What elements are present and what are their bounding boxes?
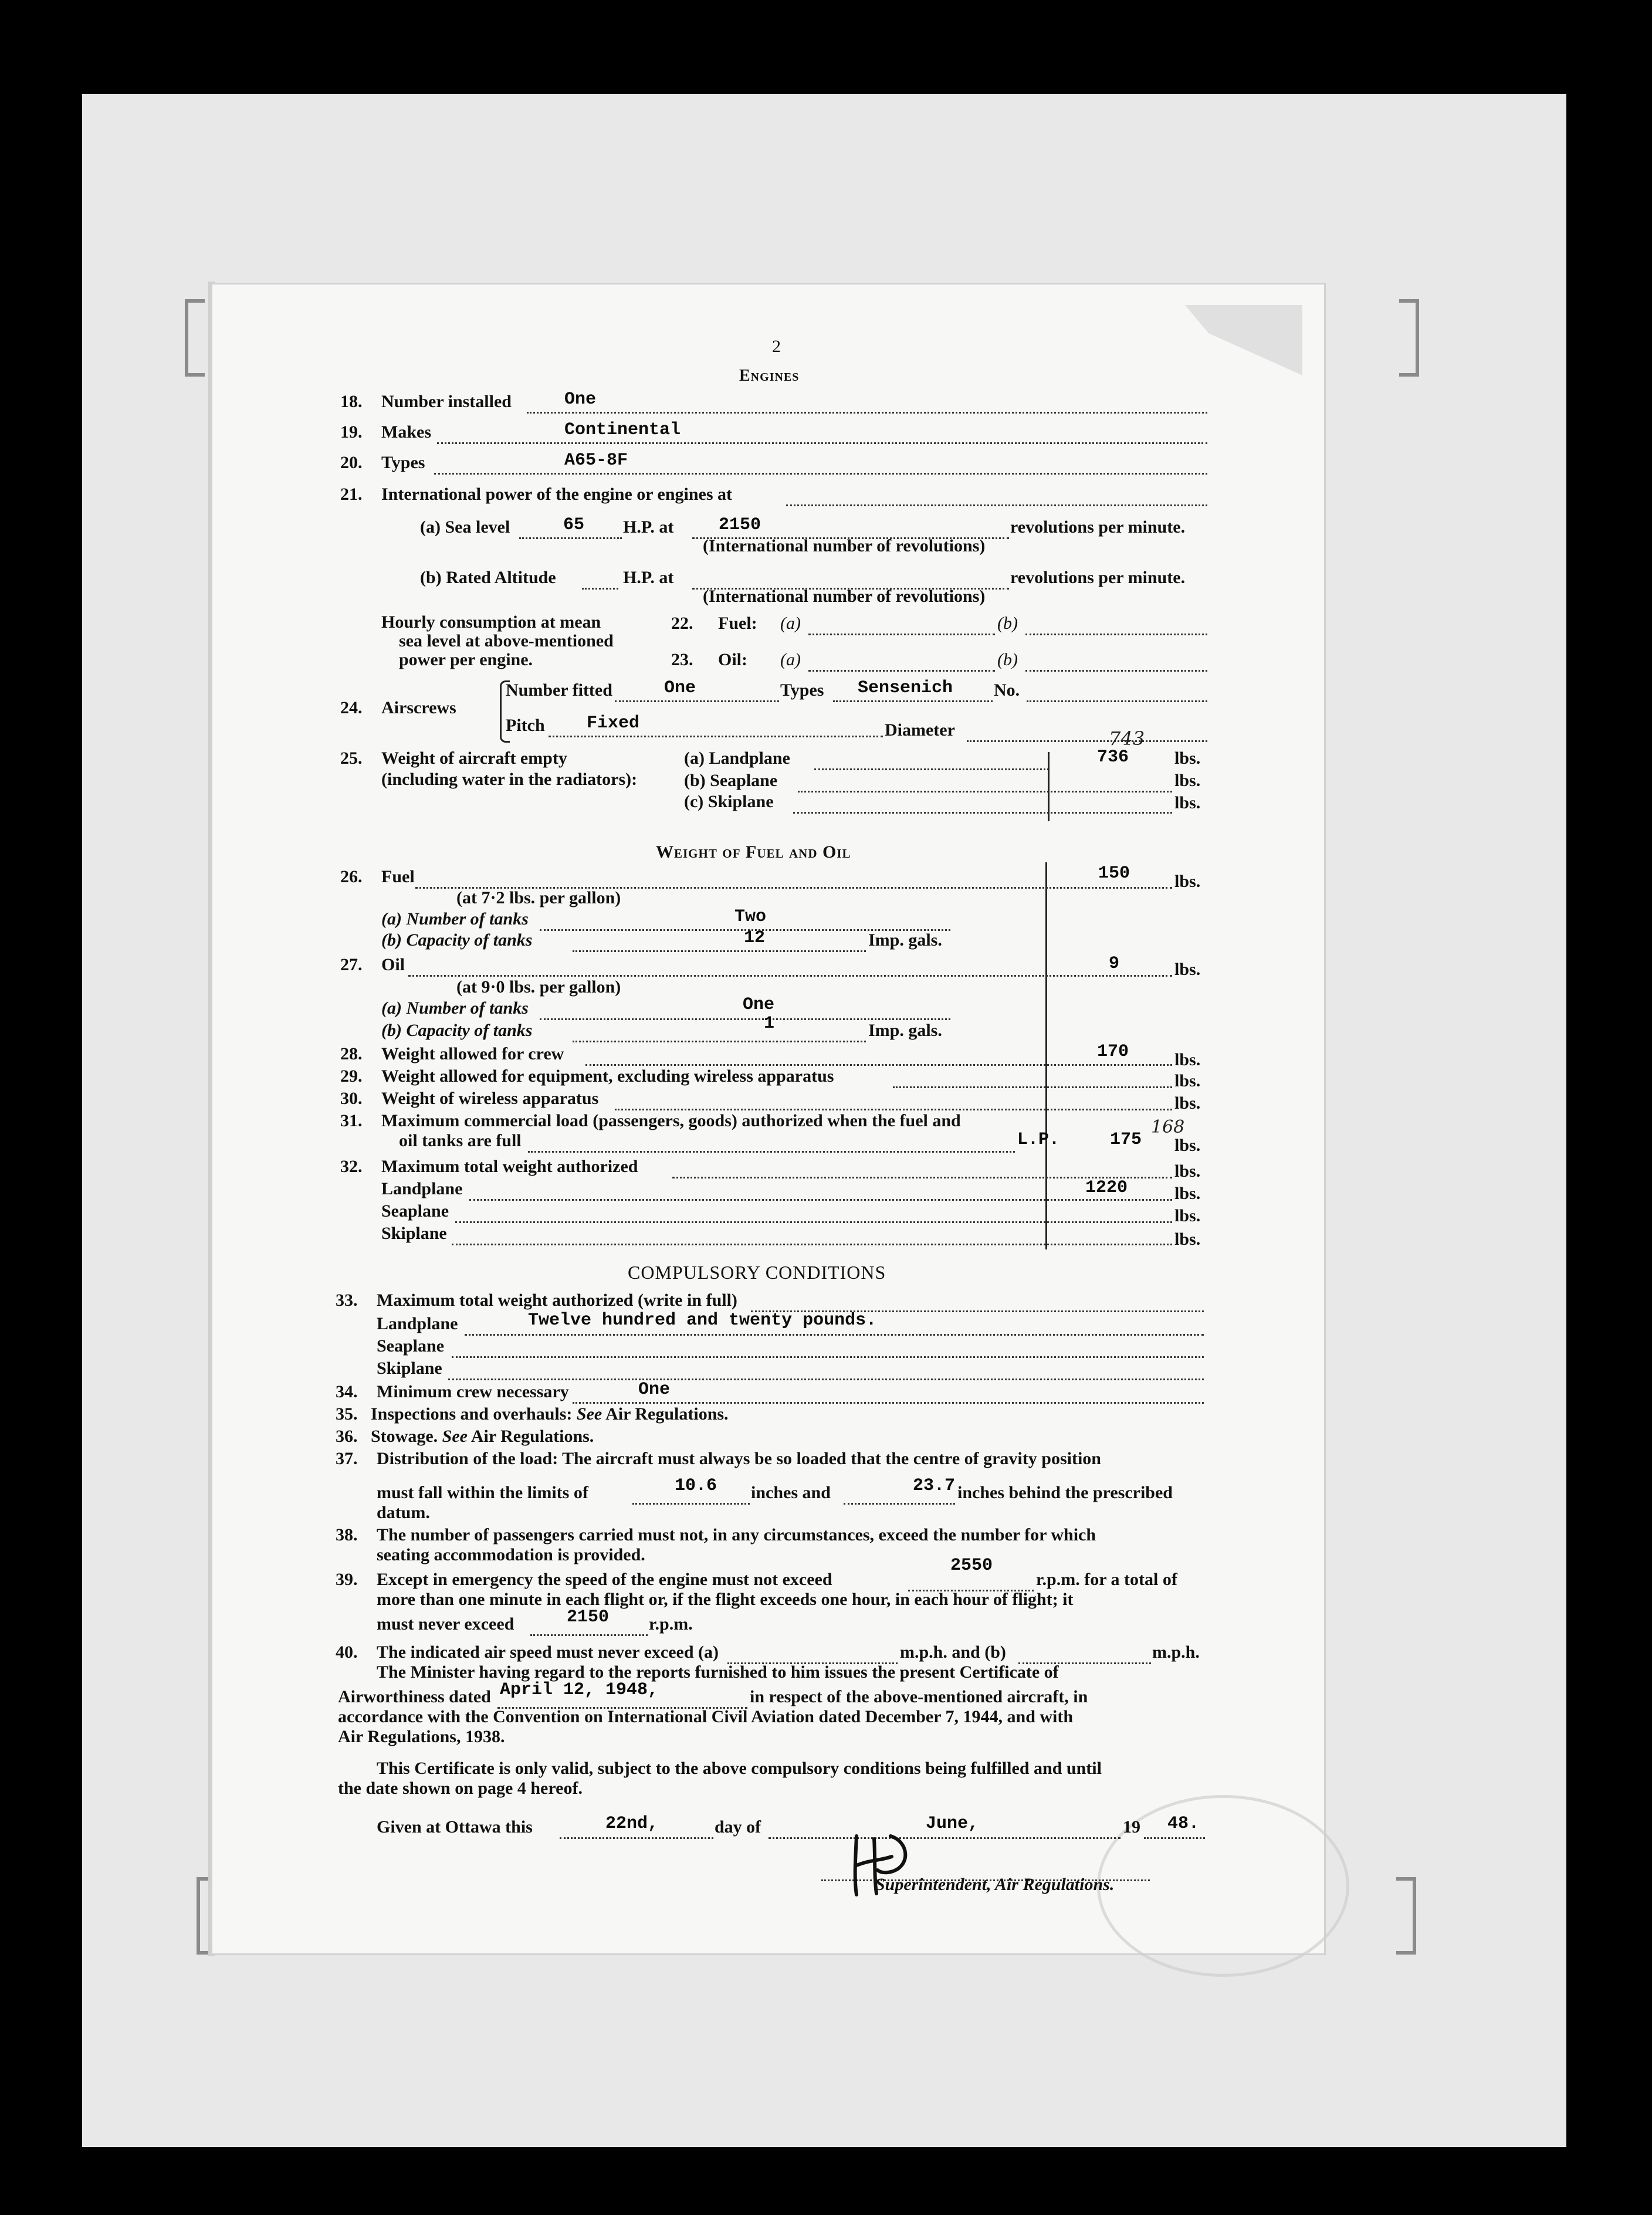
load-distribution-text: inches and bbox=[751, 1483, 831, 1502]
item-number: 24. bbox=[340, 698, 363, 717]
item-number: 20. bbox=[340, 453, 363, 472]
fuel-weight-value: 150 bbox=[1098, 863, 1130, 883]
types-label: Types bbox=[381, 453, 425, 472]
makes-value: Continental bbox=[564, 420, 681, 440]
fill-line bbox=[452, 1336, 1204, 1358]
fuel-label: Fuel bbox=[381, 867, 415, 886]
unit-lbs: lbs. bbox=[1174, 771, 1201, 790]
max-weight-label: Maximum total weight authorized bbox=[381, 1157, 638, 1176]
skiplane-label: Skiplane bbox=[377, 1359, 442, 1378]
landplane-label: Landplane bbox=[381, 1179, 463, 1198]
minister-statement: Air Regulations, 1938. bbox=[338, 1727, 505, 1746]
rated-altitude-label: (b) Rated Altitude bbox=[420, 568, 556, 587]
commercial-load-label: Maximum commercial load (passengers, goods) authorized when the fuel and bbox=[381, 1111, 961, 1130]
weight-in-full-label: Maximum total weight authorized (write in full) bbox=[377, 1291, 737, 1310]
item-number: 22. bbox=[671, 614, 693, 633]
fill-line bbox=[893, 1066, 1172, 1088]
minister-statement: Airworthiness dated bbox=[338, 1687, 491, 1706]
validity-statement: This Certificate is only valid, subject to the above compulsory conditions being fulfilled and until bbox=[377, 1759, 1102, 1778]
unit-lbs: lbs. bbox=[1174, 1230, 1201, 1249]
hourly-consumption-label: Hourly consumption at mean bbox=[381, 612, 601, 632]
fill-line bbox=[727, 1642, 898, 1664]
crew-weight-label: Weight allowed for crew bbox=[381, 1044, 564, 1064]
fill-line bbox=[1027, 680, 1207, 702]
imp-gals-label: Imp. gals. bbox=[868, 930, 942, 950]
given-at-label: Given at Ottawa this bbox=[377, 1817, 533, 1837]
number-fitted-label: Number fitted bbox=[506, 680, 612, 700]
column-rule bbox=[1048, 752, 1050, 821]
see-italic: See bbox=[576, 1404, 602, 1424]
item-number: 21. bbox=[340, 485, 363, 504]
seaplane-label: (b) Seaplane bbox=[684, 771, 778, 790]
item-number: 33. bbox=[336, 1291, 358, 1310]
landplane-label: (a) Landplane bbox=[684, 749, 790, 768]
landplane-max-weight-value: 1220 bbox=[1085, 1178, 1128, 1198]
fill-line bbox=[967, 720, 1207, 742]
crew-weight-value: 170 bbox=[1097, 1042, 1129, 1062]
minimum-crew-value: One bbox=[638, 1380, 671, 1400]
fuel-capacity-value: 12 bbox=[744, 928, 766, 948]
fill-line bbox=[808, 650, 995, 672]
item-number: 38. bbox=[336, 1525, 358, 1545]
fill-line bbox=[452, 1224, 1172, 1245]
load-distribution-text: must fall within the limits of bbox=[377, 1483, 588, 1502]
superintendent-title: Superintendent, Air Regulations. bbox=[875, 1875, 1115, 1894]
types-value: A65-8F bbox=[564, 451, 628, 470]
fill-line bbox=[585, 1044, 1172, 1066]
scan-bracket bbox=[185, 299, 205, 377]
airscrew-types-label: Types bbox=[780, 680, 824, 700]
air-speed-text: m.p.h. bbox=[1152, 1642, 1200, 1662]
option-b-label: (b) bbox=[997, 650, 1018, 669]
item-number: 19. bbox=[340, 422, 363, 442]
engine-speed-text: Except in emergency the speed of the engine must not exceed bbox=[377, 1570, 832, 1589]
hourly-consumption-label: power per engine. bbox=[399, 650, 533, 669]
fill-line bbox=[793, 792, 1172, 814]
international-revolutions-note: (International number of revolutions) bbox=[703, 536, 986, 556]
issue-month-value: June, bbox=[926, 1814, 979, 1834]
day-of-label: day of bbox=[715, 1817, 761, 1837]
year-prefix: 19 bbox=[1123, 1817, 1140, 1837]
unit-lbs: lbs. bbox=[1174, 960, 1201, 979]
oil-capacity-label: (b) Capacity of tanks bbox=[381, 1021, 533, 1040]
minister-statement: in respect of the above-mentioned aircraft, in bbox=[750, 1687, 1088, 1706]
cg-aft-limit-value: 23.7 bbox=[913, 1476, 956, 1496]
scan-bracket bbox=[1399, 299, 1419, 377]
fill-line bbox=[469, 1179, 1172, 1201]
unit-lbs: lbs. bbox=[1174, 1184, 1201, 1203]
minister-statement: accordance with the Convention on International Civil Aviation dated December 7, 1944, and with bbox=[338, 1707, 1074, 1726]
number-installed-label: Number installed bbox=[381, 392, 512, 411]
engines-heading: Engines bbox=[739, 367, 800, 385]
pitch-label: Pitch bbox=[506, 716, 545, 735]
unit-lbs: lbs. bbox=[1174, 1071, 1201, 1090]
number-fitted-value: One bbox=[664, 678, 696, 698]
cg-forward-limit-value: 10.6 bbox=[675, 1476, 717, 1496]
fill-line bbox=[528, 1131, 1015, 1153]
airscrew-types-value: Sensenich bbox=[858, 678, 953, 698]
international-revolutions-note: (International number of revolutions) bbox=[703, 587, 986, 606]
airscrews-label: Airscrews bbox=[381, 698, 456, 717]
unit-lbs: lbs. bbox=[1174, 793, 1201, 812]
hourly-consumption-label: sea level at above-mentioned bbox=[399, 631, 614, 651]
passenger-limit-text: seating accommodation is provided. bbox=[377, 1545, 645, 1564]
unit-lbs: lbs. bbox=[1174, 1161, 1201, 1181]
inspections-line bbox=[336, 1404, 729, 1424]
minimum-crew-label: Minimum crew necessary bbox=[377, 1382, 569, 1401]
load-distribution-text: inches behind the prescribed bbox=[957, 1483, 1173, 1502]
fill-line bbox=[448, 1359, 1204, 1380]
fill-line bbox=[798, 771, 1172, 792]
fill-line bbox=[573, 930, 866, 952]
unit-lbs: lbs. bbox=[1174, 1206, 1201, 1225]
weight-empty-label: Weight of aircraft empty bbox=[381, 749, 567, 768]
fill-line bbox=[808, 614, 995, 635]
rpm-label: revolutions per minute. bbox=[1010, 568, 1186, 587]
fill-line bbox=[582, 568, 618, 590]
option-a-label: (a) bbox=[780, 650, 801, 669]
oil-capacity-value: 1 bbox=[764, 1014, 775, 1034]
oil-label: Oil bbox=[381, 955, 405, 974]
item-number: 28. bbox=[340, 1044, 363, 1064]
item-number: 31. bbox=[340, 1111, 363, 1130]
unit-lbs: lbs. bbox=[1174, 872, 1201, 891]
international-power-label: International power of the engine or engines at bbox=[381, 485, 733, 504]
fill-line bbox=[573, 1021, 866, 1042]
item-number: 25. bbox=[340, 749, 363, 768]
diameter-label: Diameter bbox=[885, 720, 955, 740]
unit-lbs: lbs. bbox=[1174, 1136, 1201, 1155]
item-number: 40. bbox=[336, 1642, 358, 1662]
engine-speed-text: r.p.m. bbox=[649, 1614, 693, 1634]
landplane-abbrev: L.P. bbox=[1017, 1130, 1060, 1150]
item-number: 34. bbox=[336, 1382, 358, 1401]
oil-weight-value: 9 bbox=[1109, 954, 1120, 974]
landplane-label: Landplane bbox=[377, 1314, 458, 1333]
inspections-label: Inspections and overhauls: bbox=[371, 1404, 573, 1424]
item-number: 23. bbox=[671, 650, 693, 669]
see-italic: See bbox=[442, 1427, 468, 1446]
fuel-consumption-label: Fuel: bbox=[718, 614, 757, 633]
fuel-rate-note: (at 7·2 lbs. per gallon) bbox=[456, 888, 621, 907]
item-number: 35. bbox=[336, 1404, 358, 1424]
fuel-tanks-value: Two bbox=[734, 907, 767, 927]
passenger-limit-text: The number of passengers carried must not, in any circumstances, exceed the number for which bbox=[377, 1525, 1096, 1545]
fill-line bbox=[437, 422, 1207, 444]
imp-gals-label: Imp. gals. bbox=[868, 1021, 942, 1040]
makes-label: Makes bbox=[381, 422, 431, 442]
air-regulations-ref: Air Regulations. bbox=[470, 1427, 594, 1446]
rpm-label: revolutions per minute. bbox=[1010, 517, 1186, 537]
validity-statement: the date shown on page 4 hereof. bbox=[338, 1779, 583, 1798]
item-number: 18. bbox=[340, 392, 363, 411]
unit-lbs: lbs. bbox=[1174, 1093, 1201, 1113]
airscrew-no-label: No. bbox=[994, 680, 1020, 700]
pitch-value: Fixed bbox=[587, 713, 640, 733]
oil-consumption-label: Oil: bbox=[718, 650, 747, 669]
item-number: 27. bbox=[340, 955, 363, 974]
item-number: 36. bbox=[336, 1427, 358, 1446]
issue-year-value: 48. bbox=[1167, 1814, 1200, 1834]
fill-line bbox=[1018, 1642, 1151, 1664]
fill-line bbox=[751, 1291, 1204, 1312]
fuel-capacity-label: (b) Capacity of tanks bbox=[381, 930, 533, 950]
fill-line bbox=[615, 680, 779, 702]
option-b-label: (b) bbox=[997, 614, 1018, 633]
fill-line bbox=[434, 453, 1207, 475]
hp-at-label: H.P. at bbox=[623, 517, 674, 537]
hp-at-label: H.P. at bbox=[623, 568, 674, 587]
page-number: 2 bbox=[772, 337, 781, 356]
air-speed-text: m.p.h. and (b) bbox=[900, 1642, 1006, 1662]
skiplane-label: (c) Skiplane bbox=[684, 792, 774, 811]
item-number: 26. bbox=[340, 867, 363, 886]
engine-speed-text: more than one minute in each flight or, if the flight exceeds one hour, in each hour of flight; it bbox=[377, 1590, 1074, 1609]
fill-line bbox=[415, 867, 1172, 889]
commercial-load-value: 175 bbox=[1110, 1130, 1142, 1150]
fuel-oil-heading: Weight of Fuel and Oil bbox=[656, 842, 851, 862]
landplane-weight-value: 736 bbox=[1097, 747, 1129, 767]
oil-tanks-label: (a) Number of tanks bbox=[381, 998, 529, 1018]
weight-empty-label: (including water in the radiators): bbox=[381, 770, 638, 789]
oil-rate-note: (at 9·0 lbs. per gallon) bbox=[456, 977, 621, 997]
fill-line bbox=[455, 1201, 1172, 1223]
stowage-label: Stowage. bbox=[371, 1427, 438, 1446]
fill-line bbox=[672, 1157, 1172, 1178]
engine-speed-text: r.p.m. for a total of bbox=[1036, 1570, 1177, 1589]
item-number: 32. bbox=[340, 1157, 363, 1176]
seaplane-label: Seaplane bbox=[381, 1201, 449, 1221]
fill-line bbox=[814, 749, 1049, 770]
seaplane-label: Seaplane bbox=[377, 1336, 445, 1356]
air-speed-text: The indicated air speed must never exceed (a) bbox=[377, 1642, 719, 1662]
handwritten-weight-correction: 743 bbox=[1109, 727, 1145, 750]
option-a-label: (a) bbox=[780, 614, 801, 633]
oil-tanks-value: One bbox=[743, 995, 775, 1015]
skiplane-label: Skiplane bbox=[381, 1224, 447, 1243]
equipment-weight-label: Weight allowed for equipment, excluding wireless apparatus bbox=[381, 1066, 834, 1086]
handwritten-load-correction: 168 bbox=[1151, 1117, 1185, 1137]
load-distribution-text: datum. bbox=[377, 1503, 430, 1522]
item-number: 30. bbox=[340, 1089, 363, 1108]
commercial-load-label: oil tanks are full bbox=[399, 1131, 522, 1150]
unit-lbs: lbs. bbox=[1174, 749, 1201, 768]
fill-line bbox=[786, 485, 1207, 506]
item-number: 39. bbox=[336, 1570, 358, 1589]
sea-level-rpm-value: 2150 bbox=[719, 515, 761, 535]
minister-statement: The Minister having regard to the reports furnished to him issues the present Certificate of bbox=[377, 1662, 1059, 1682]
weight-in-words-value: Twelve hundred and twenty pounds. bbox=[528, 1310, 877, 1330]
sea-level-hp-value: 65 bbox=[563, 515, 585, 535]
fill-line bbox=[1025, 650, 1207, 672]
max-rpm-limited-value: 2550 bbox=[950, 1556, 993, 1576]
wireless-weight-label: Weight of wireless apparatus bbox=[381, 1089, 599, 1108]
fill-line bbox=[615, 1089, 1172, 1110]
air-regulations-ref: Air Regulations. bbox=[605, 1404, 729, 1424]
sea-level-label: (a) Sea level bbox=[420, 517, 510, 537]
issue-day-value: 22nd, bbox=[605, 1814, 659, 1834]
unit-lbs: lbs. bbox=[1174, 1050, 1201, 1069]
fill-line bbox=[527, 392, 1207, 414]
engine-speed-text: must never exceed bbox=[377, 1614, 514, 1634]
fill-line bbox=[408, 955, 1172, 977]
stowage-line bbox=[336, 1427, 594, 1447]
item-number: 37. bbox=[336, 1449, 358, 1468]
scan-bracket bbox=[1396, 1877, 1416, 1955]
item-number: 29. bbox=[340, 1066, 363, 1086]
fuel-tanks-label: (a) Number of tanks bbox=[381, 909, 529, 929]
max-rpm-never-exceed-value: 2150 bbox=[567, 1607, 610, 1627]
load-distribution-text: Distribution of the load: The aircraft must always be so loaded that the centre of gravity position bbox=[377, 1449, 1101, 1468]
compulsory-conditions-heading: COMPULSORY CONDITIONS bbox=[628, 1262, 886, 1283]
number-installed-value: One bbox=[564, 390, 597, 409]
fill-line bbox=[1025, 614, 1207, 635]
certificate-date-value: April 12, 1948, bbox=[500, 1680, 659, 1700]
